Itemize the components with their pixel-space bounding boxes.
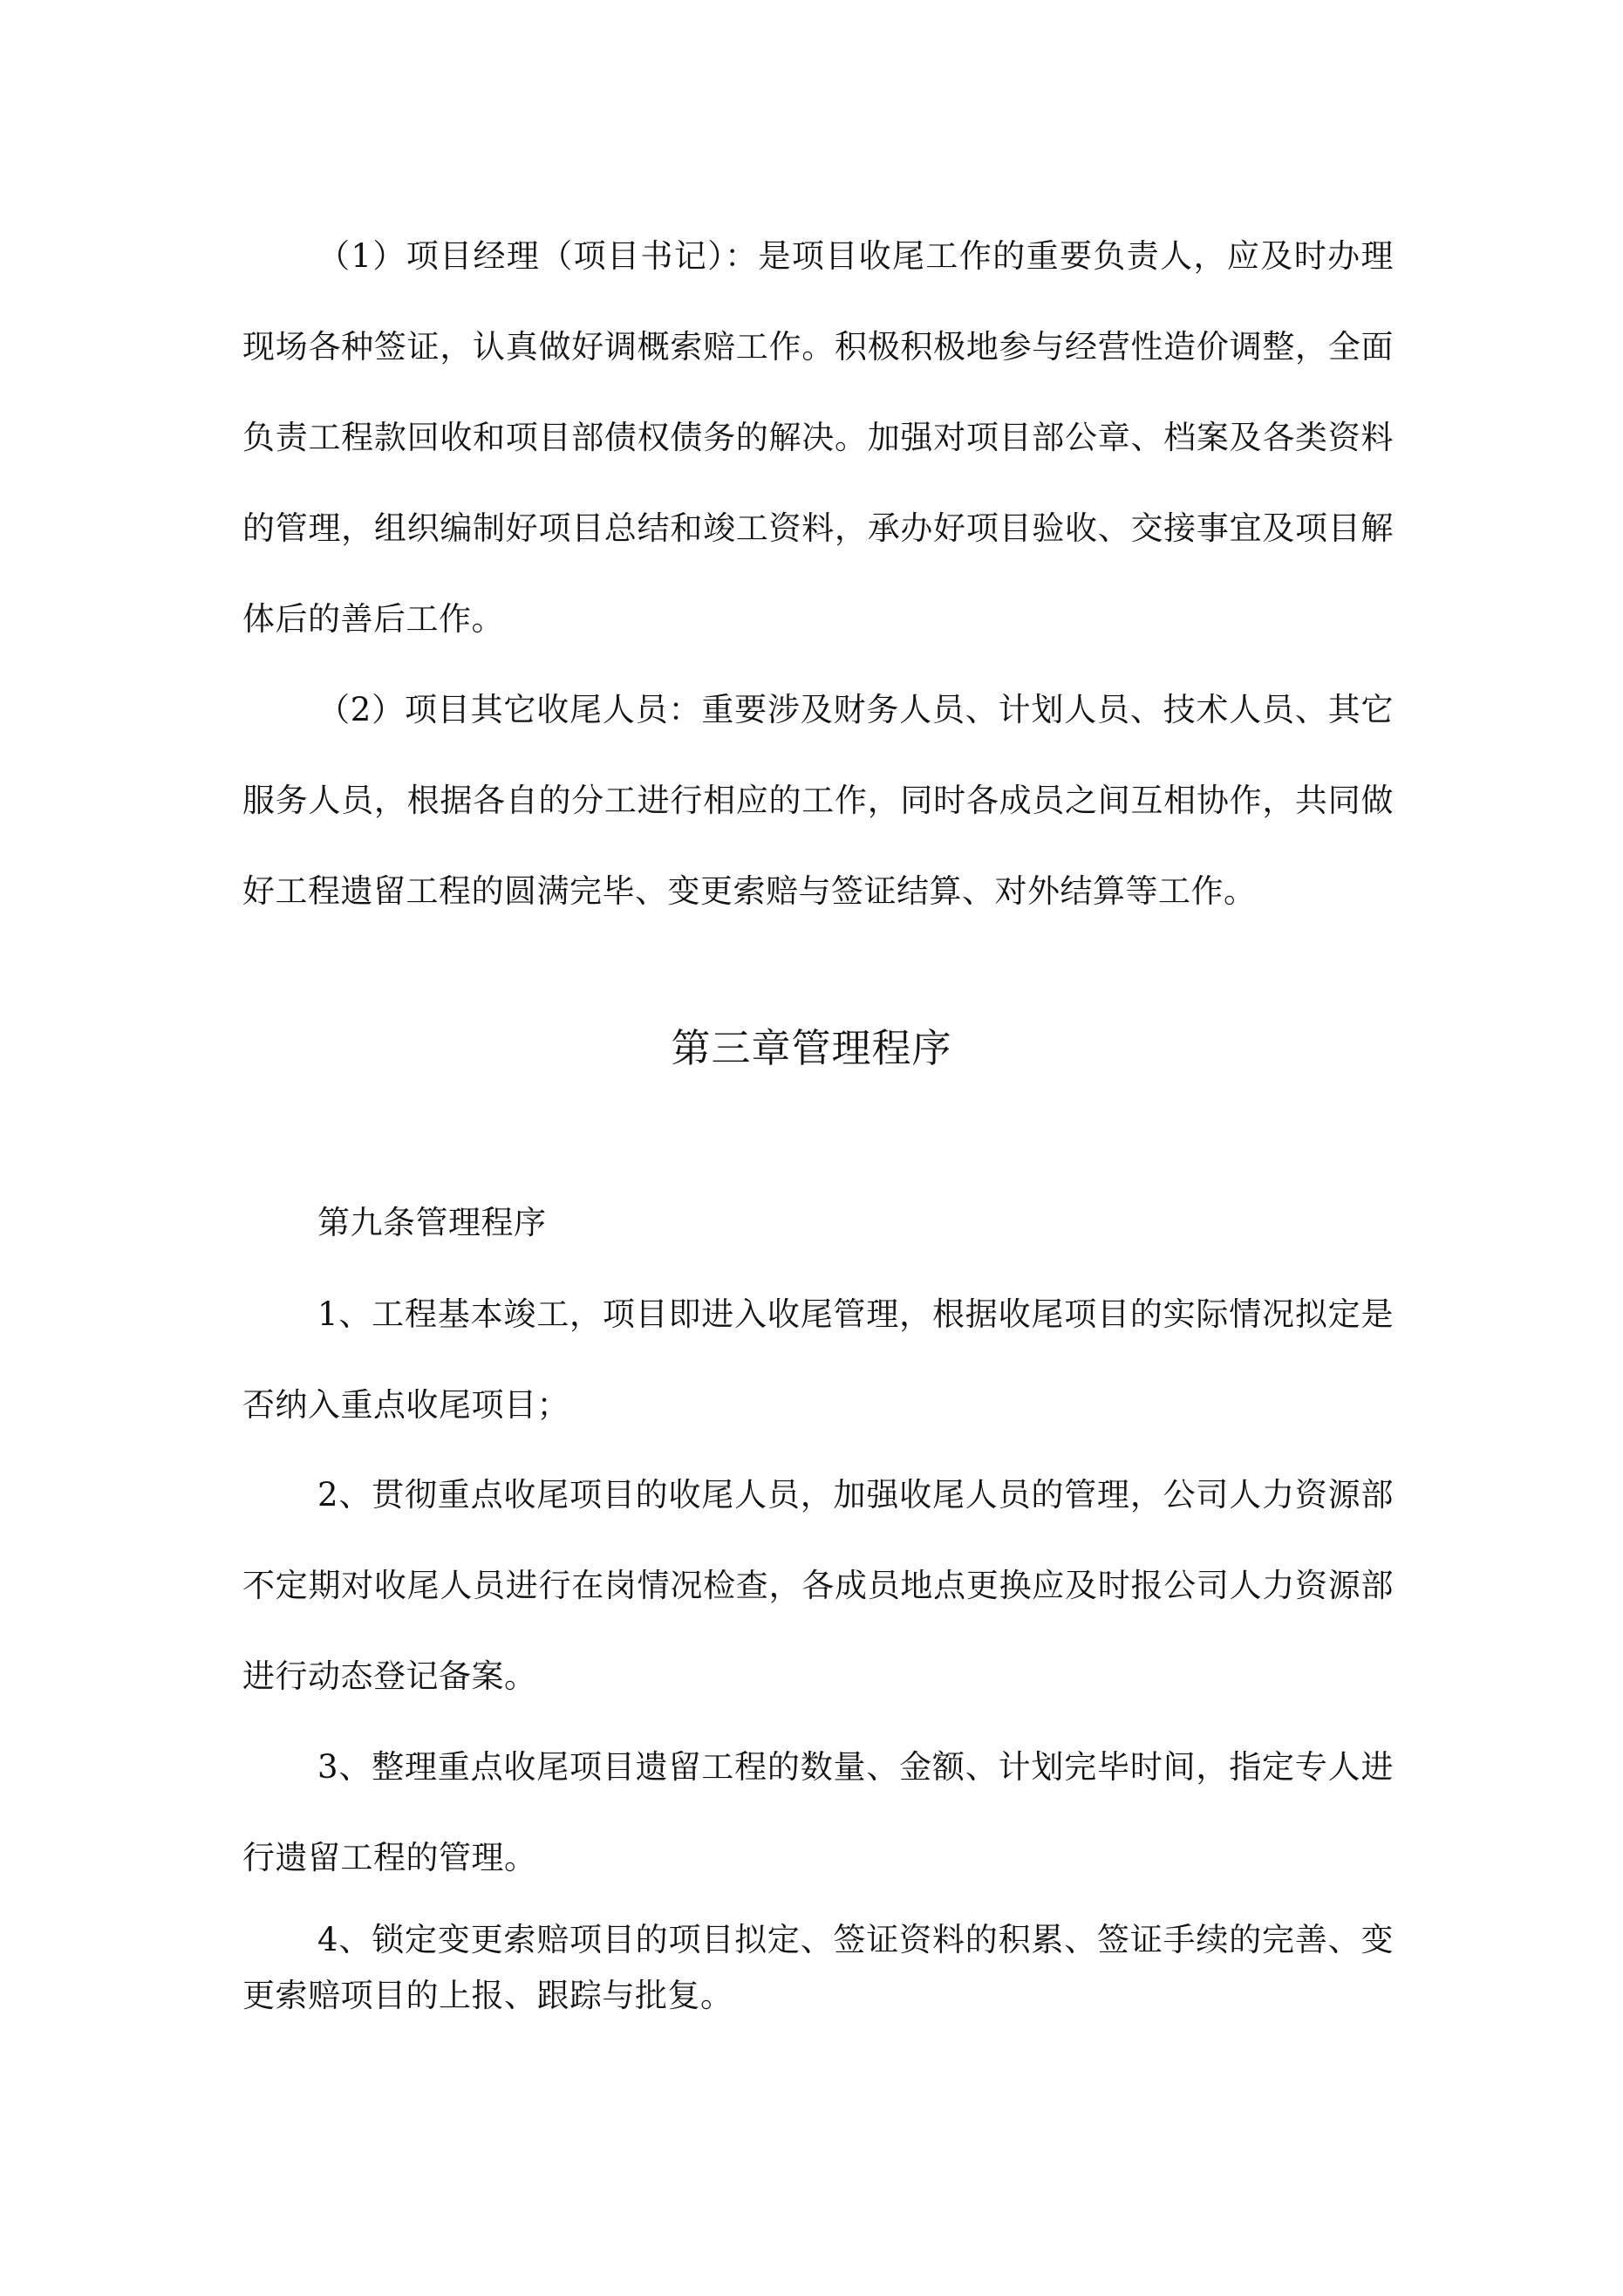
- article-title: 第九条管理程序: [317, 1204, 547, 1241]
- chapter-heading: 第三章管理程序: [671, 1025, 952, 1071]
- paragraph-project-manager: （1）项目经理（项目书记）：是项目收尾工作的重要负责人，应及时办理现场各种签证，认真做好调概索赔工作。积极积极地参与经营性造价调整，全面负责工程款回收和项目部债权债务的解决。加强对项目部公章、档案及各类资料的管理，组织编制好项目总结和竣工资料，承办好项目验收、交接事宜及项目解体后的善后工作。: [242, 237, 1394, 638]
- procedure-item-3: 3、整理重点收尾项目遗留工程的数量、金额、计划完毕时间，指定专人进行遗留工程的管理。: [242, 1748, 1394, 1876]
- procedure-item-1: 1、工程基本竣工，项目即进入收尾管理，根据收尾项目的实际情况拟定是否纳入重点收尾项目；: [242, 1295, 1394, 1424]
- procedure-item-4: 4、锁定变更索赔项目的项目拟定、签证资料的积累、签证手续的完善、变更索赔项目的上报、跟踪与批复。: [242, 1921, 1394, 2014]
- paragraph-other-staff: （2）项目其它收尾人员：重要涉及财务人员、计划人员、技术人员、其它服务人员，根据各自的分工进行相应的工作，同时各成员之间互相协作，共同做好工程遗留工程的圆满完毕、变更索赔与签证结算、对外结算等工作。: [242, 691, 1394, 910]
- procedure-item-2: 2、贯彻重点收尾项目的收尾人员，加强收尾人员的管理，公司人力资源部不定期对收尾人员进行在岗情况检查，各成员地点更换应及时报公司人力资源部进行动态登记备案。: [242, 1476, 1394, 1695]
